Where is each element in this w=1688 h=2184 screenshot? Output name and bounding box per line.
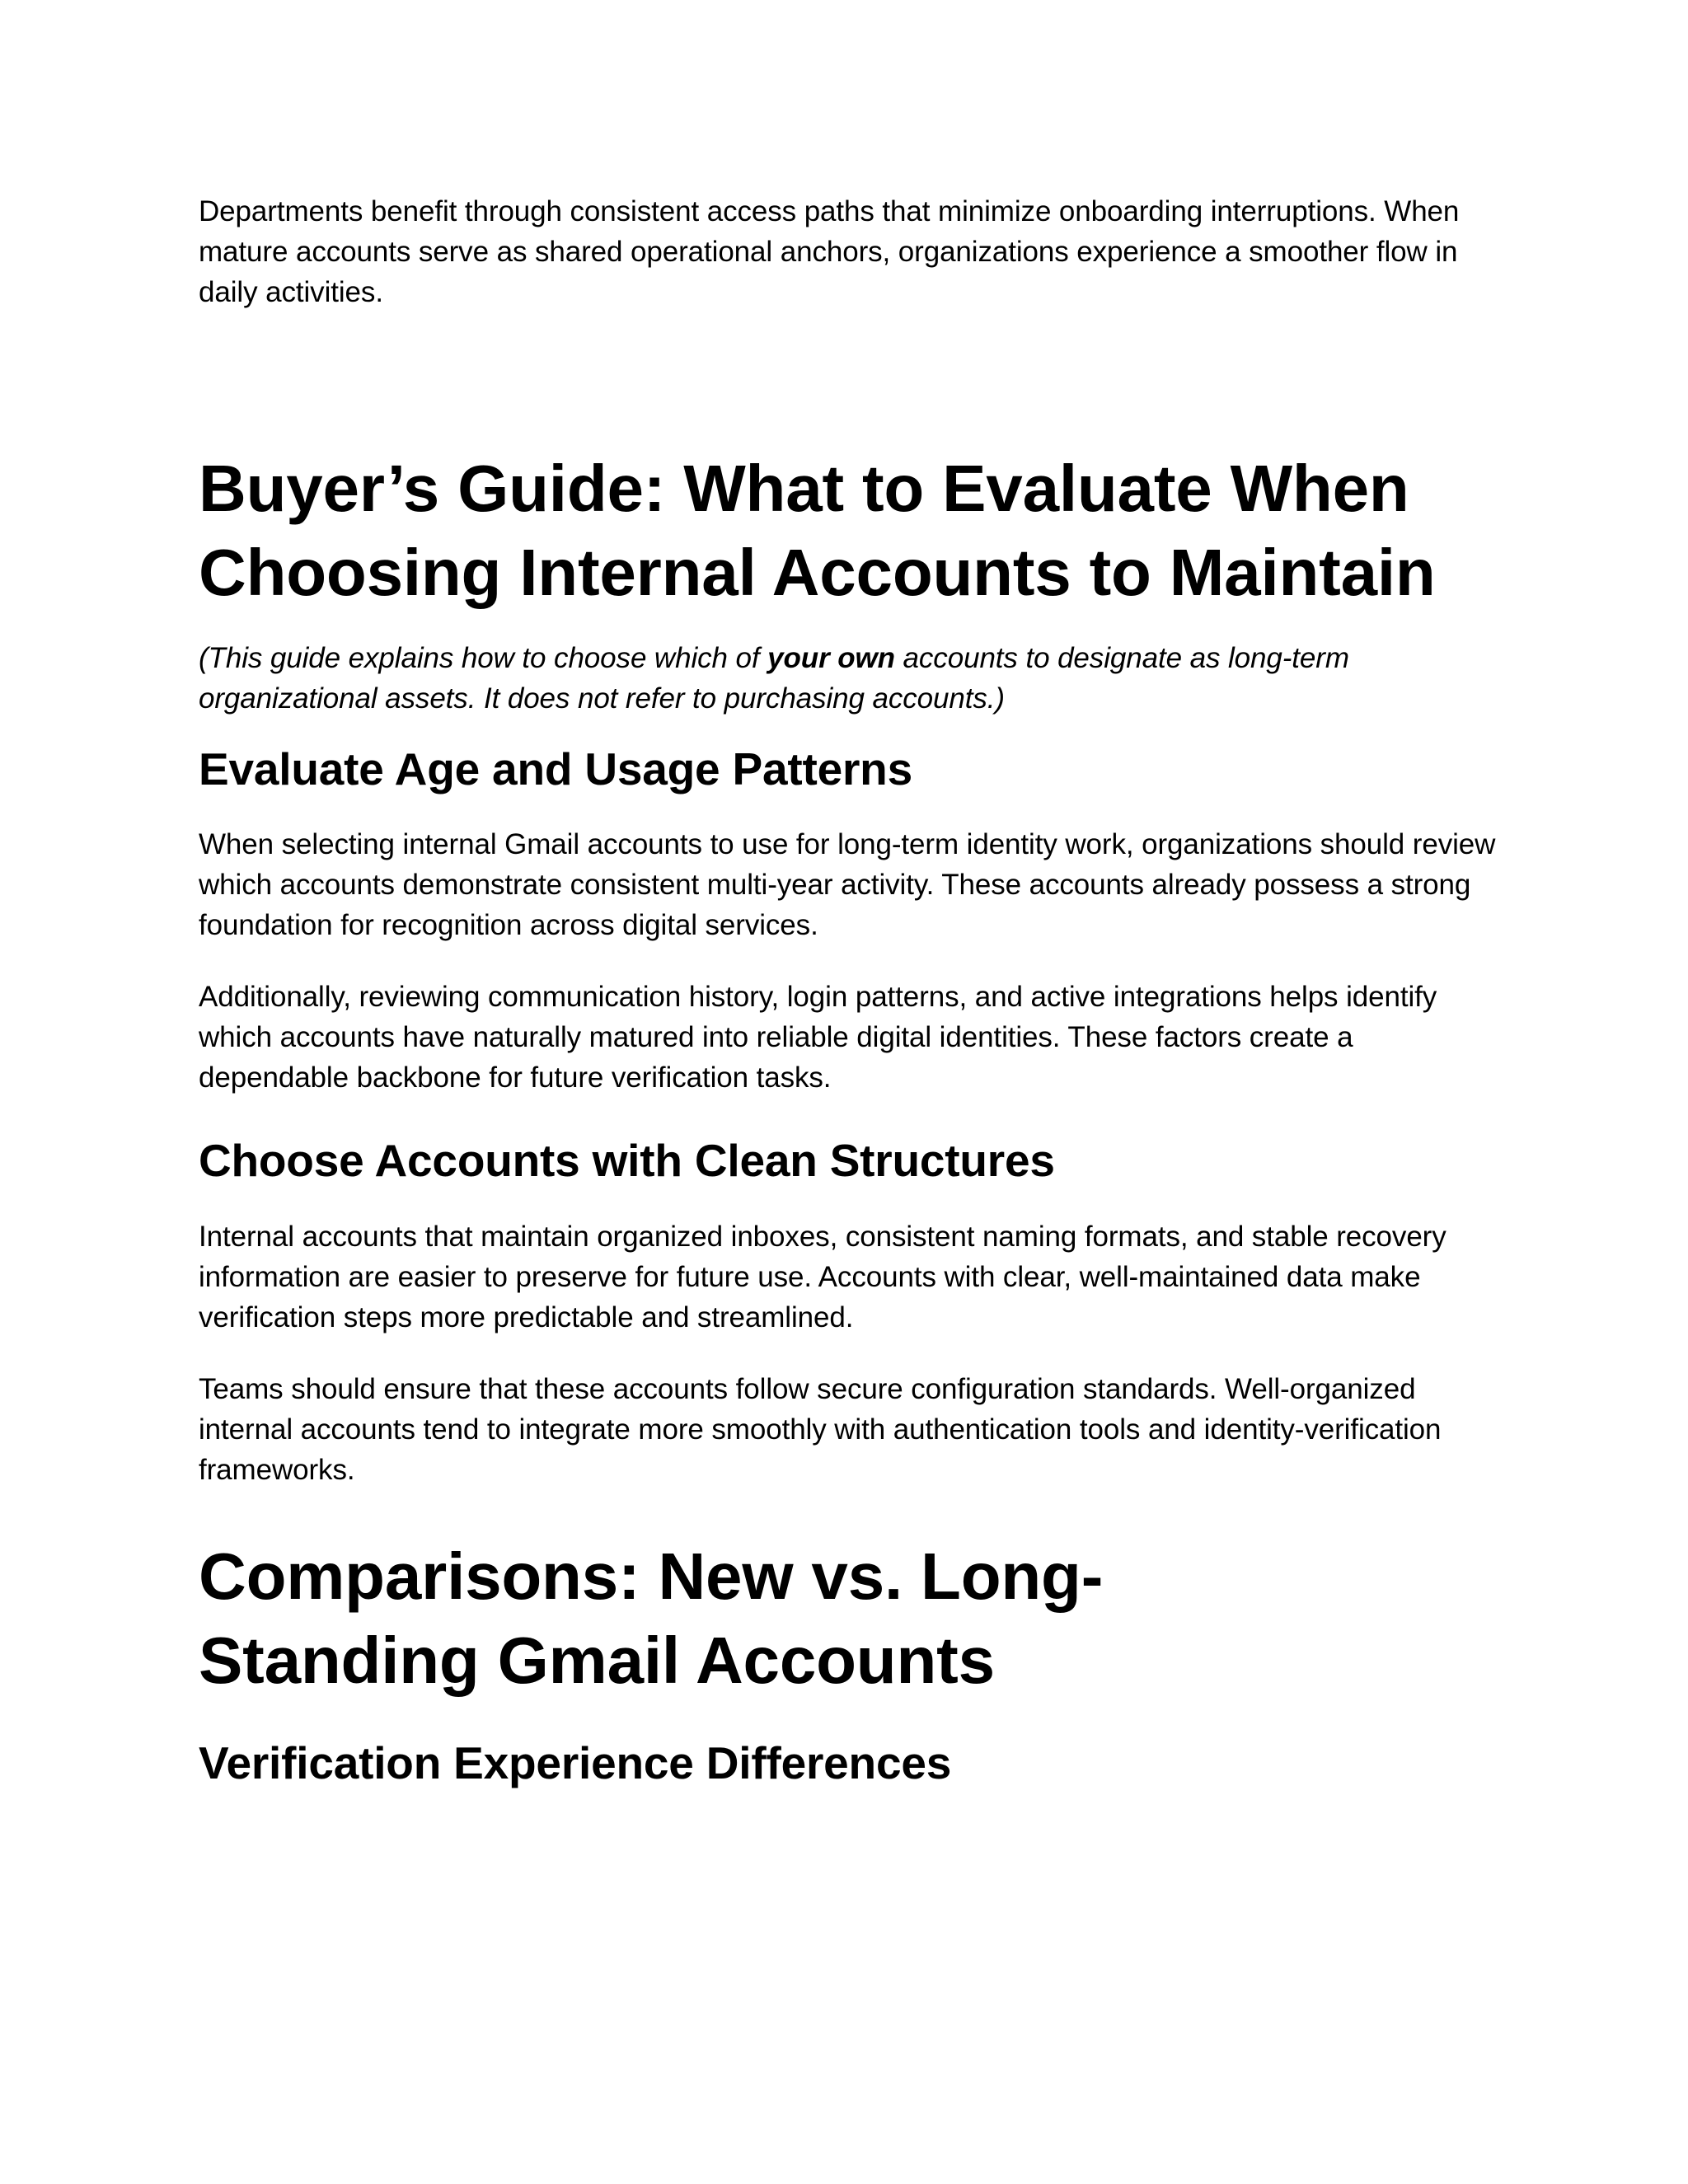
intro-paragraph: Departments benefit through consistent access paths that minimize onboarding interruptions. When mature accounts serve as shared operational anchors, organizations experience a smoother flow in daily activities. xyxy=(199,195,1460,308)
clean-structures-paragraph-2: Teams should ensure that these accounts follow secure configuration standards. Well-organized internal accounts tend to integrate more smoothly with authentication tools and identity-verification frameworks. xyxy=(199,1373,1442,1486)
note-text-start: (This guide explains how to choose which of xyxy=(199,642,768,674)
note-emphasis: your own xyxy=(767,642,895,674)
buyers-guide-note xyxy=(199,638,1484,719)
comparisons-title: Comparisons: New vs. Long-Standing Gmail Accounts xyxy=(199,1540,1104,1697)
verification-heading: Verification Experience Differences xyxy=(199,1737,952,1788)
age-usage-heading: Evaluate Age and Usage Patterns xyxy=(199,743,912,794)
document-page xyxy=(199,191,1501,1792)
clean-structures-paragraph-1: Internal accounts that maintain organized inboxes, consistent naming formats, and stable recovery information are easier to preserve for future use. Accounts with clear, well-maintained data make verification steps more predictable and streamlined. xyxy=(199,1221,1447,1333)
age-usage-paragraph-2: Additionally, reviewing communication history, login patterns, and active integrations helps identify which accounts have naturally matured into reliable digital identities. These factors create a dependable backbone for future verification tasks. xyxy=(199,981,1437,1094)
age-usage-paragraph-1: When selecting internal Gmail accounts to use for long-term identity work, organizations should review which accounts demonstrate consistent multi-year activity. These accounts already possess a strong foundation for recognition across digital services. xyxy=(199,828,1496,941)
note-text-end: accounts to designate as long-term organizational assets. It does not refer to purchasing accounts.) xyxy=(199,642,1349,715)
clean-structures-heading: Choose Accounts with Clean Structures xyxy=(199,1135,1055,1186)
buyers-guide-title: Buyer’s Guide: What to Evaluate When Choosing Internal Accounts to Maintain xyxy=(199,452,1436,609)
